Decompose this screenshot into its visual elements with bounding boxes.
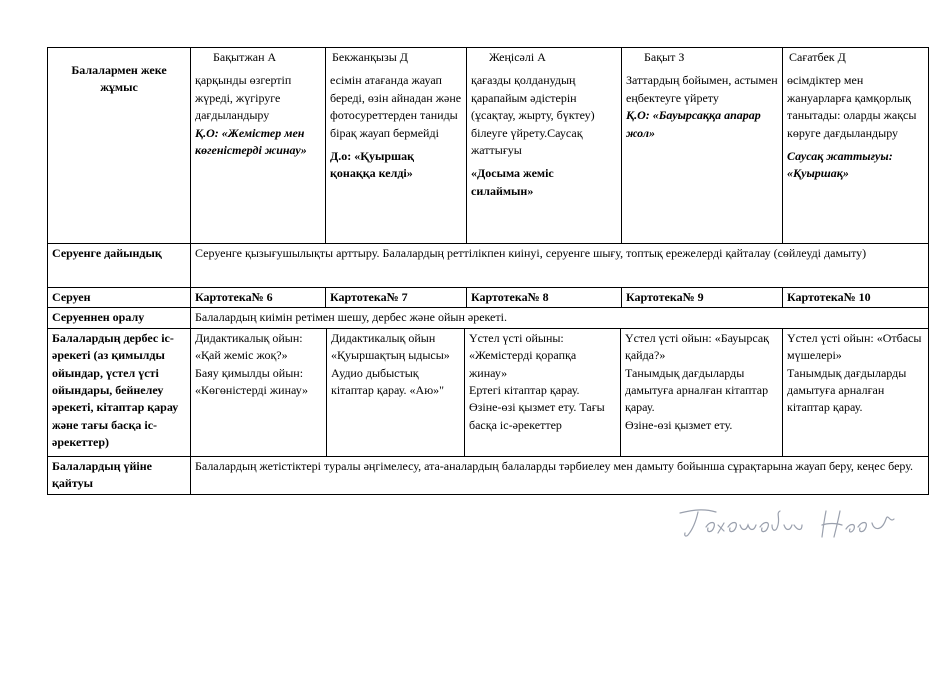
- child-task: өсімдіктер мен жануарларға қамқорлық танытады: оларды жақсы көруге дағдыландыру: [787, 73, 917, 140]
- child-game: Қ.О: «Бауырсаққа апарар жол»: [626, 108, 761, 140]
- row-independent-activity: [48, 328, 929, 456]
- activity-item: Дидактикалық ойын «Қуыршақтың ыдысы»: [331, 330, 450, 363]
- row-header-walk-preparation: Серуенге дайындық: [48, 244, 191, 288]
- child-cell-4: [622, 48, 783, 244]
- card-file-5: Картотека№ 10: [783, 288, 929, 308]
- activity-cell-3: [465, 329, 621, 456]
- child-cell-2: [326, 48, 467, 244]
- activity-item: Үстел үсті ойын: «Отбасы мүшелері»: [787, 330, 922, 363]
- child-task: Заттардың бойымен, астымен еңбектеуге үйрету: [626, 73, 778, 105]
- walk-return-text: Балалардың киімін ретімен шешу, дербес және ойын әрекеті.: [191, 308, 929, 328]
- row-walk: [48, 288, 929, 308]
- activity-cell-1: [191, 329, 327, 456]
- row-individual-work: [48, 48, 929, 244]
- daily-plan-table: [47, 47, 929, 495]
- activity-cell-2: [327, 329, 465, 456]
- child-game: «Досыма жеміс силаймын»: [471, 166, 554, 198]
- independent-activity-cells: [191, 328, 929, 456]
- activity-item: Ертегі кітаптар қарау.: [469, 382, 580, 397]
- child-name: Жеңісәлі А: [489, 50, 546, 64]
- activity-item: Өзіне-өзі қызмет ету. Тағы басқа іс-әрекеттер: [469, 400, 605, 432]
- child-cell-1: [191, 48, 326, 244]
- activity-cell-5: [783, 329, 928, 456]
- handwritten-signature: [676, 503, 906, 543]
- child-name: Бекжанқызы Д: [332, 50, 408, 64]
- row-header-walk: Серуен: [48, 288, 191, 308]
- activity-item: Үстел үсті ойыны: «Жемістерді қорапқа жинау»: [469, 330, 577, 380]
- child-cell-3: [467, 48, 622, 244]
- going-home-text: Балалардың жетістіктері туралы әңгімелесу, ата-аналардың балаларды тәрбиелеу мен дамыту бойынша сұрақтарына жауап беру, кеңес беру.: [191, 456, 929, 494]
- row-header-independent-activity: Балалардың дербес іс-әрекеті (аз қимылды ойындар, үстел үсті ойындары, бейнелеу әрекеті, кітаптар қарау және тағы басқа іс-әрекеттер): [48, 328, 191, 456]
- row-header-text: Балалармен жеке жұмыс: [71, 63, 167, 95]
- row-going-home: [48, 456, 929, 494]
- card-file-3: Картотека№ 8: [467, 288, 622, 308]
- child-game: Қ.О: «Жемістер мен көгеністерді жинау»: [195, 125, 307, 157]
- activity-item: Өзіне-өзі қызмет ету.: [625, 417, 733, 432]
- row-header-walk-return: Серуеннен оралу: [48, 308, 191, 328]
- child-name: Сағатбек Д: [789, 50, 846, 64]
- card-file-2: Картотека№ 7: [326, 288, 467, 308]
- child-cell-5: [783, 48, 929, 244]
- row-walk-preparation: [48, 244, 929, 288]
- activity-item: Дидактикалық ойын: «Қай жеміс жоқ?»: [195, 330, 303, 363]
- child-task: қарқынды өзгертіп жүреді, жүгіруге дағдыландыру: [195, 73, 292, 123]
- child-task: қағазды қолданудың қарапайым әдістерін (ұсақтау, жырту, бүктеу) білеуге үйрету.Саусақ жаттығуы: [471, 73, 595, 157]
- row-header-going-home: Балалардың үйіне қайтуы: [48, 456, 191, 494]
- card-file-4: Картотека№ 9: [622, 288, 783, 308]
- child-name: Бақытжан А: [213, 50, 277, 64]
- child-name: Бақыт З: [644, 50, 685, 64]
- activity-cell-4: [621, 329, 783, 456]
- activity-item: Аудио дыбыстық кітаптар қарау. «Аю»": [331, 365, 445, 397]
- activity-item: Үстел үсті ойын: «Бауырсақ қайда?»: [625, 330, 769, 363]
- walk-preparation-text: Серуенге қызығушылықты арттыру. Балалардың реттілікпен киінуі, серуенге шығу, топтық ережелерді қайталау (сөйлеуді дамыту): [191, 244, 929, 288]
- row-header-individual-work: [48, 48, 191, 244]
- child-game: Саусақ жаттығуы: «Қуыршақ»: [787, 148, 893, 181]
- child-task: есімін атағанда жауап береді, өзін айнадан және фотосуреттерден таниды бірақ жауап бермейді: [330, 73, 462, 140]
- row-walk-return: [48, 308, 929, 328]
- activity-item: Танымдық дағдыларды дамытуға арналған кітаптар қарау.: [787, 365, 907, 415]
- activity-item: Танымдық дағдыларды дамытуға арналған кітаптар қарау.: [625, 365, 769, 415]
- child-game: Д.о: «Қуыршақ қонаққа келді»: [330, 148, 415, 181]
- card-file-1: Картотека№ 6: [191, 288, 326, 308]
- activity-item: Баяу қимылды ойын: «Көгөністерді жинау»: [195, 365, 309, 397]
